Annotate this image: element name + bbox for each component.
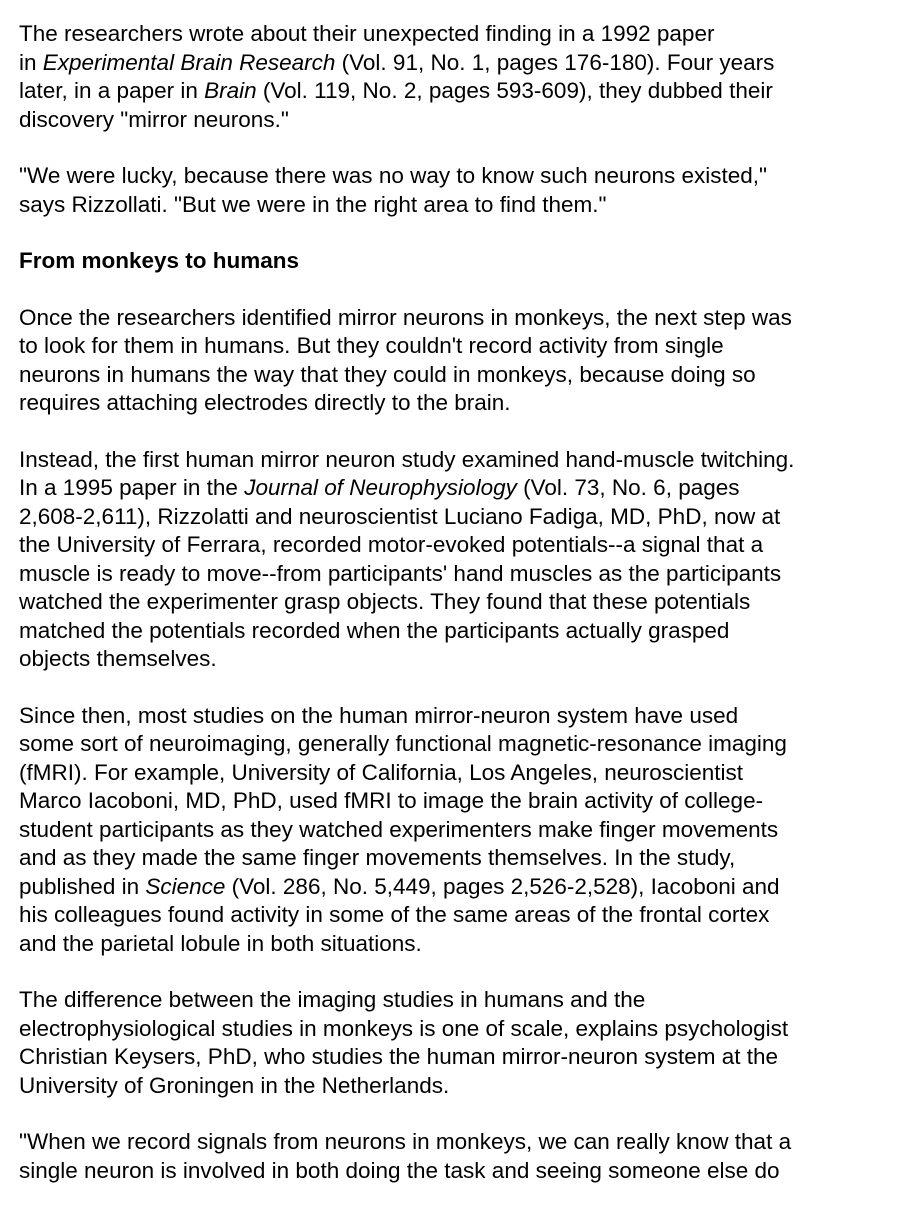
- text-line: some sort of neuroimaging, generally functional magnetic-resonance imaging: [19, 731, 787, 756]
- text-line: Instead, the first human mirror neuron study examined hand-muscle twitching.: [19, 446, 795, 472]
- text-line: University of Groningen in the Netherlands.: [19, 1072, 450, 1098]
- text-line: and the parietal lobule in both situations.: [19, 930, 422, 956]
- article-body: [19, 20, 889, 1213]
- text-line: muscle is ready to move--from participants' hand muscles as the participants: [19, 560, 782, 586]
- text-line: watched the experimenter grasp objects. They found that these potentials: [19, 589, 751, 614]
- text-line: in Experimental Brain Research (Vol. 91, No. 1, pages 176-180). Four years: [19, 49, 775, 75]
- text-line: student participants as they watched experimenters make finger movements: [19, 816, 779, 842]
- text-line: single neuron is involved in both doing the task and seeing someone else do: [19, 1157, 780, 1183]
- text-line: Christian Keysers, PhD, who studies the human mirror-neuron system at the: [19, 1044, 779, 1069]
- journal-title: Experimental Brain Research: [42, 49, 336, 75]
- text-line: objects themselves.: [19, 646, 217, 671]
- text-line: discovery "mirror neurons.": [19, 106, 289, 132]
- journal-title: Brain: [204, 78, 257, 103]
- text-line: later, in a paper in Brain (Vol. 119, No. 2, pages 593-609), they dubbed their: [19, 78, 773, 103]
- section-heading: From monkeys to humans: [19, 248, 300, 273]
- paragraph-quote-keysers: [19, 1128, 889, 1185]
- text-line: The researchers wrote about their unexpected finding in a 1992 paper: [19, 21, 715, 46]
- text-line: and as they made the same finger movements themselves. In the study,: [19, 845, 736, 870]
- text-line: electrophysiological studies in monkeys is one of scale, explains psychologist: [19, 1015, 789, 1041]
- text-line: Once the researchers identified mirror neurons in monkeys, the next step was: [19, 304, 792, 330]
- paragraph-next-step: [19, 304, 889, 418]
- journal-title: Science: [145, 873, 226, 899]
- text-line: "When we record signals from neurons in monkeys, we can really know that a: [19, 1129, 792, 1154]
- text-line: published in Science (Vol. 286, No. 5,449, pages 2,526-2,528), Iacoboni and: [19, 873, 780, 899]
- text-line: his colleagues found activity in some of the same areas of the frontal cortex: [19, 902, 770, 927]
- text-line: neurons in humans the way that they could in monkeys, because doing so: [19, 361, 756, 387]
- text-line: Since then, most studies on the human mirror-neuron system have used: [19, 702, 739, 728]
- text-line: (fMRI). For example, University of California, Los Angeles, neuroscientist: [19, 759, 744, 785]
- text-line: The difference between the imaging studies in humans and the: [19, 987, 646, 1012]
- text-line: to look for them in humans. But they couldn't record activity from single: [19, 333, 724, 358]
- text-line: In a 1995 paper in the Journal of Neurophysiology (Vol. 73, No. 6, pages: [19, 475, 740, 500]
- text-line: the University of Ferrara, recorded motor-evoked potentials--a signal that a: [19, 532, 764, 557]
- paragraph-first-human-study: [19, 446, 889, 674]
- paragraph-publication-history: [19, 20, 889, 134]
- paragraph-quote-rizzolatti: [19, 162, 889, 219]
- text-line: says Rizzollati. "But we were in the right area to find them.": [19, 191, 607, 217]
- paragraph-neuroimaging: [19, 702, 889, 959]
- text-line: "We were lucky, because there was no way to know such neurons existed,": [19, 163, 768, 188]
- text-line: requires attaching electrodes directly to the brain.: [19, 390, 511, 415]
- journal-title: Journal of Neurophysiology: [244, 475, 517, 500]
- text-line: Marco Iacoboni, MD, PhD, used fMRI to image the brain activity of college-: [19, 788, 764, 813]
- paragraph-scale-difference: [19, 986, 889, 1100]
- text-line: 2,608-2,611), Rizzolatti and neuroscientist Luciano Fadiga, MD, PhD, now at: [19, 503, 781, 529]
- text-line: matched the potentials recorded when the participants actually grasped: [19, 617, 730, 643]
